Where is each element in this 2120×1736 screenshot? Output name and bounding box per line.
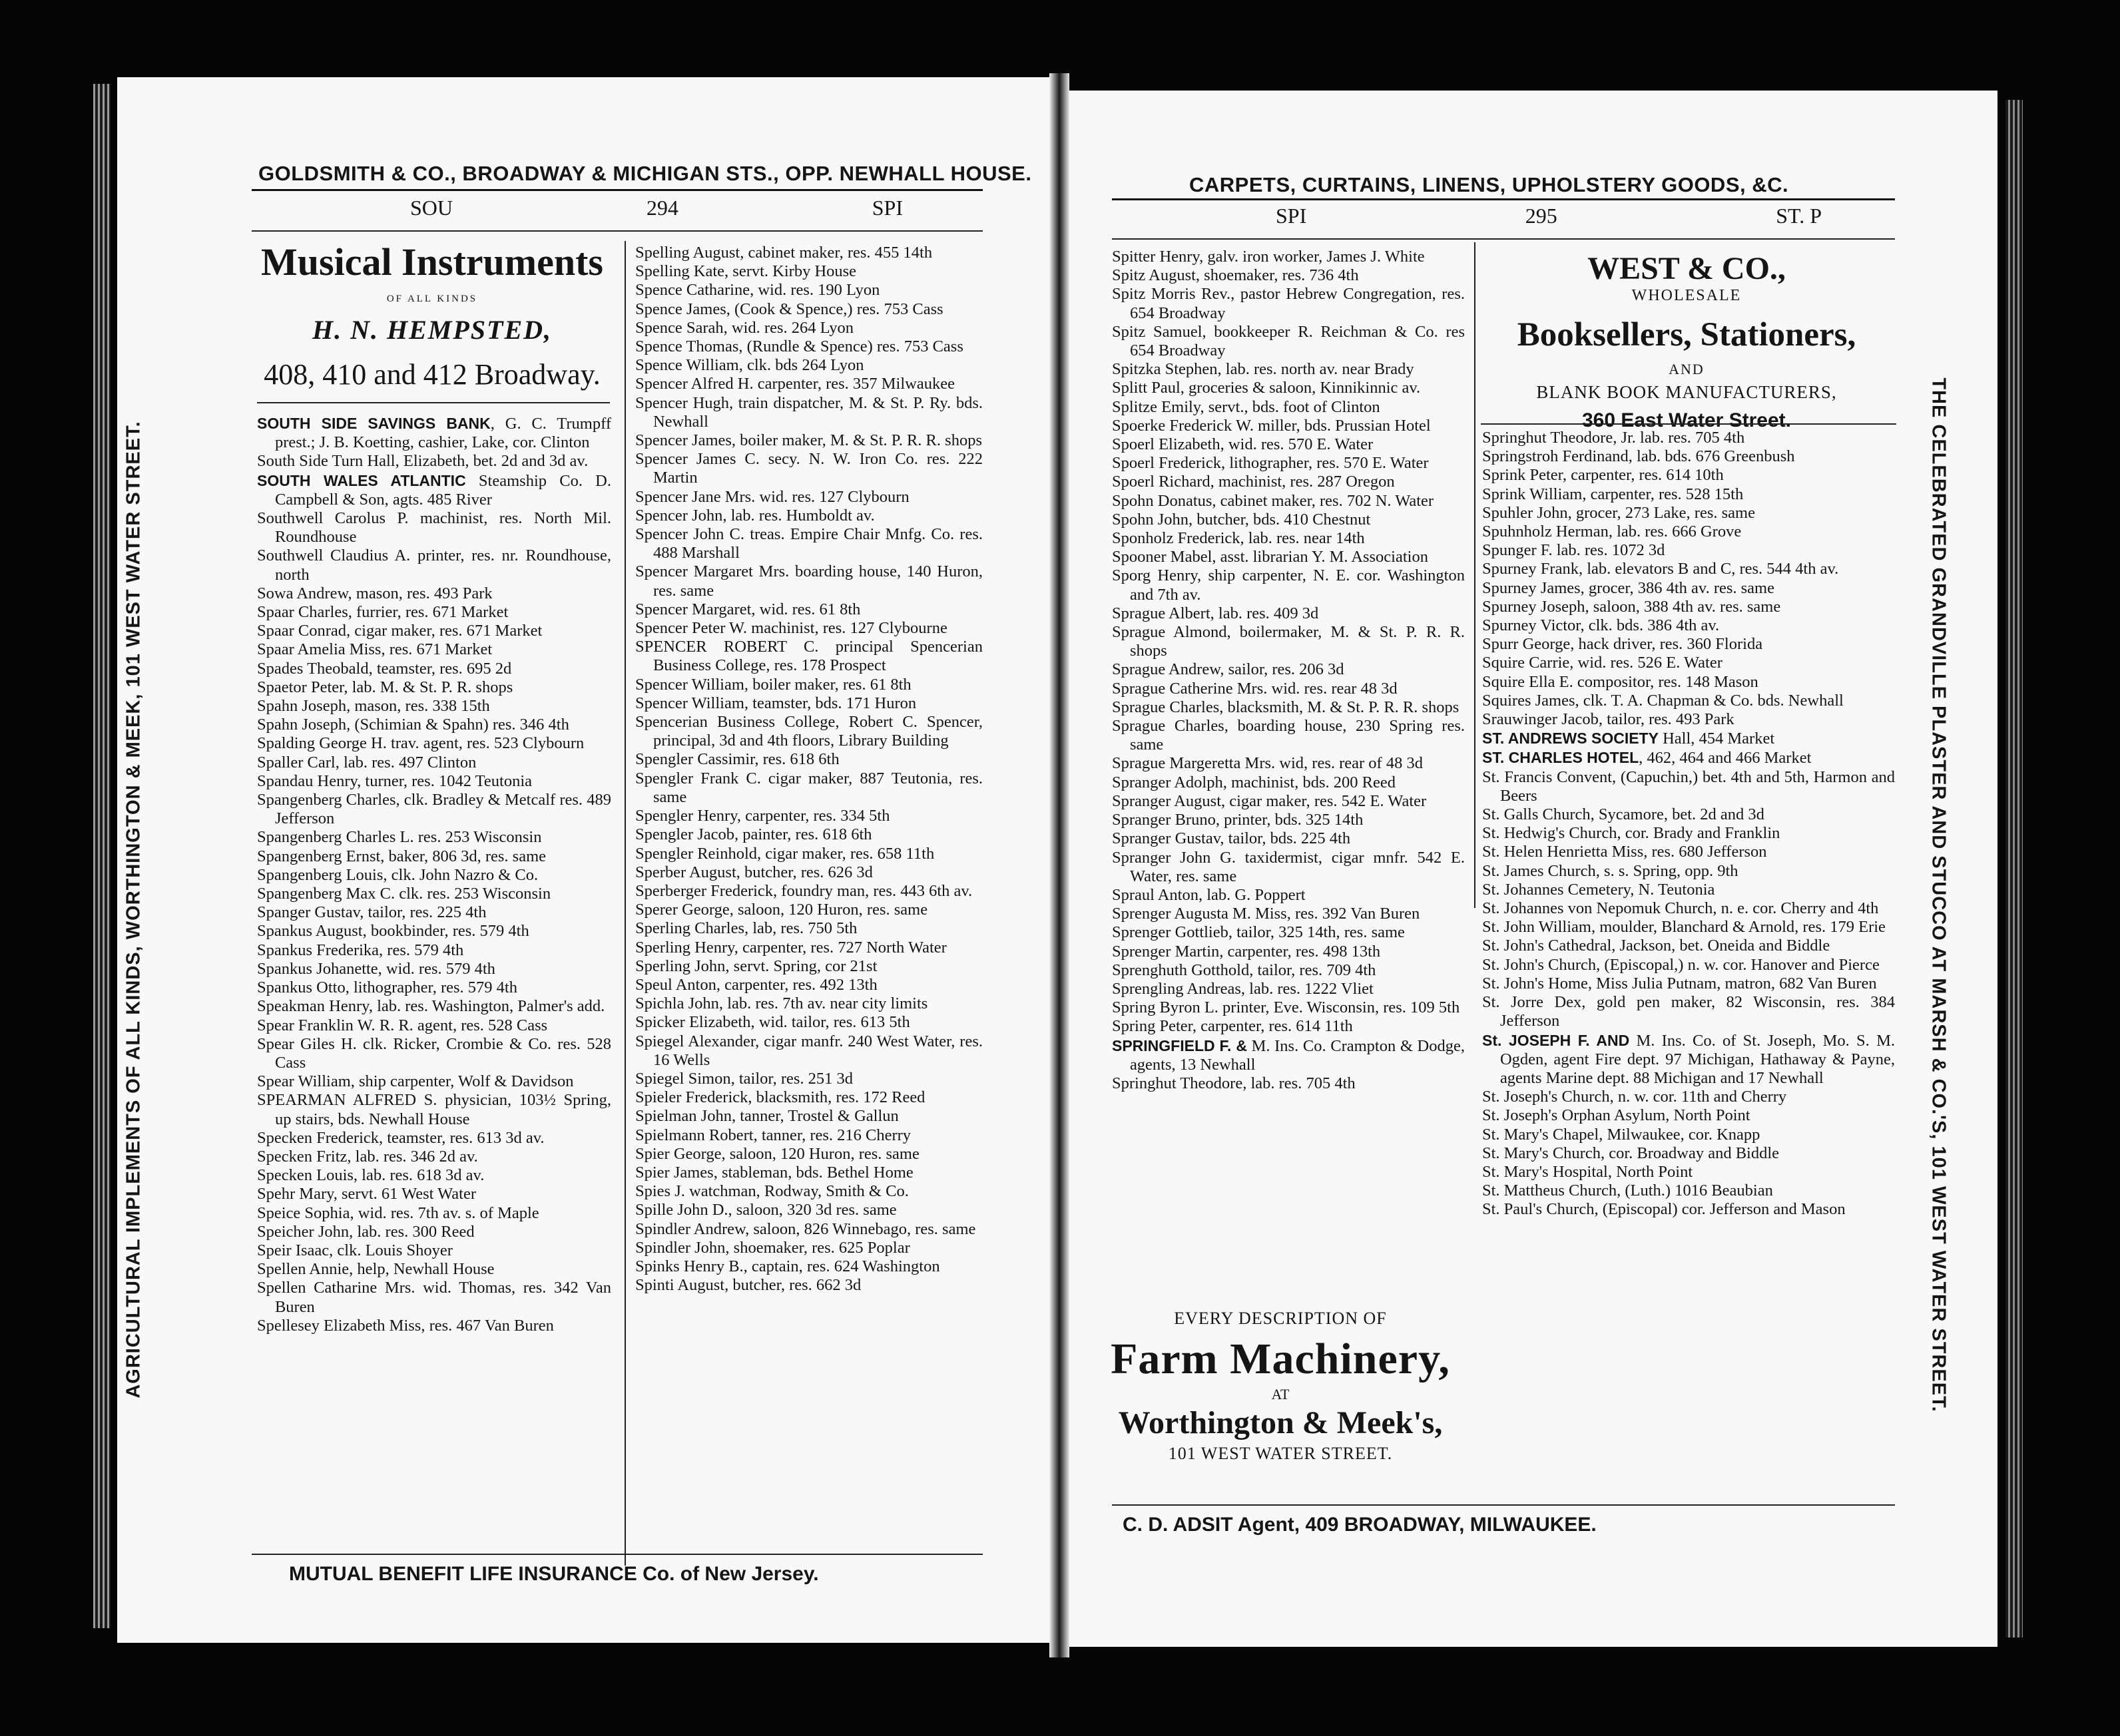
directory-entry: Spencer Alfred H. carpenter, res. 357 Milwaukee	[635, 375, 955, 393]
directory-entry: St. Joseph's Orphan Asylum, North Point	[1482, 1106, 1750, 1125]
right-page	[1069, 91, 1997, 1647]
directory-entry: Spencer John C. treas. Empire Chair Mnfg. Co. res. 488 Marshall	[635, 525, 983, 562]
directory-entry: Spielmann Robert, tanner, res. 216 Cherry	[635, 1126, 912, 1144]
directory-entry: Spencer William, boiler maker, res. 61 8th	[635, 675, 912, 694]
directory-entry: Sprengling Andreas, lab. res. 1222 Vliet	[1112, 979, 1374, 998]
directory-entry: Spence Catharine, wid. res. 190 Lyon	[635, 281, 880, 300]
directory-entry: Spengler Jacob, painter, res. 618 6th	[635, 825, 872, 844]
directory-entry: Specken Louis, lab. res. 618 3d av.	[257, 1166, 485, 1185]
left-page	[117, 77, 1049, 1643]
directory-entry: Spinks Henry B., captain, res. 624 Washington	[635, 1257, 940, 1275]
directory-entry: Spencer Jane Mrs. wid. res. 127 Clybourn	[635, 487, 910, 506]
directory-entry: Sprague Almond, boilermaker, M. & St. P. R. R. shops	[1112, 623, 1465, 660]
directory-entry: Sprenghuth Gotthold, tailor, res. 709 4th	[1112, 961, 1376, 979]
ref-right-end: ST. P	[1776, 204, 1822, 228]
ref-left-end: SPI	[872, 196, 903, 220]
directory-entry: Specken Fritz, lab. res. 346 2d av.	[257, 1147, 478, 1166]
directory-entry: South Side Turn Hall, Elizabeth, bet. 2d and 3d av.	[257, 452, 589, 471]
side-ad-left: AGRICULTURAL IMPLEMENTS OF ALL KINDS, WORTHINGTON & MEEK, 101 WEST WATER STREET.	[123, 421, 144, 1399]
directory-entry: Spille John D., saloon, 320 3d res. same	[635, 1201, 897, 1219]
directory-entry: Spence Sarah, wid. res. 264 Lyon	[635, 318, 854, 337]
page-ref-row-left	[410, 196, 903, 220]
directory-entry: Spoerl Elizabeth, wid. res. 570 E. Water	[1112, 435, 1374, 454]
directory-entry: Spichla John, lab. res. 7th av. near city limits	[635, 994, 928, 1013]
ad-west-wholesale: WHOLESALE	[1631, 287, 1742, 304]
directory-entry: St. Mattheus Church, (Luth.) 1016 Beaubian	[1482, 1182, 1773, 1200]
right-column-2	[1482, 429, 1895, 1219]
ad-rule-left	[257, 402, 610, 403]
directory-entry: Spielman John, tanner, Trostel & Gallun	[635, 1107, 899, 1126]
directory-entry: St. Paul's Church, (Episcopal) cor. Jefferson and Mason	[1482, 1200, 1846, 1219]
ad-west-business: Booksellers, Stationers,	[1517, 316, 1856, 353]
running-head-right: CARPETS, CURTAINS, LINENS, UPHOLSTERY GOODS, &C.	[1189, 173, 1789, 196]
directory-entry: Sprague Andrew, sailor, res. 206 3d	[1112, 660, 1344, 679]
directory-entry: Spranger Bruno, printer, bds. 325 14th	[1112, 811, 1364, 829]
directory-entry: Spencer Margaret, wid. res. 61 8th	[635, 600, 861, 618]
directory-entry: Spence William, clk. bds 264 Lyon	[635, 356, 864, 375]
directory-entry: Sperling John, servt. Spring, cor 21st	[635, 957, 878, 975]
column-divider-right-upper	[1474, 242, 1475, 908]
directory-entry: SPEARMAN ALFRED S. physician, 103½ Spring, up stairs, bds. Newhall House	[257, 1091, 611, 1128]
directory-entry: St. Joseph's Church, n. w. cor. 11th and Cherry	[1482, 1088, 1787, 1106]
directory-entry: Spengler Frank C. cigar maker, 887 Teutonia, res. same	[635, 769, 983, 806]
directory-entry: Spier James, stableman, bds. Bethel Home	[635, 1163, 914, 1182]
ref-rule-right	[1112, 238, 1895, 240]
book-gutter	[1049, 73, 1069, 1657]
directory-entry: Spoerke Frederick W. miller, bds. Prussian Hotel	[1112, 416, 1431, 435]
directory-entry: Speice Sophia, wid. res. 7th av. s. of Maple	[257, 1203, 539, 1222]
footer-right: C. D. ADSIT Agent, 409 BROADWAY, MILWAUKEE.	[1123, 1514, 1597, 1536]
directory-entry: Spangenberg Charles, clk. Bradley & Metcalf res. 489 Jefferson	[257, 791, 611, 828]
directory-entry: Spraul Anton, lab. G. Poppert	[1112, 885, 1306, 904]
directory-entry: Speir Isaac, clk. Louis Shoyer	[257, 1241, 453, 1259]
directory-entry: Spoerl Frederick, lithographer, res. 570 E. Water	[1112, 454, 1429, 473]
directory-entry: Spitz Morris Rev., pastor Hebrew Congregation, res. 654 Broadway	[1112, 285, 1465, 322]
ref-left-start: SOU	[410, 196, 453, 220]
directory-entry: St. John's Cathedral, Jackson, bet. Oneida and Biddle	[1482, 937, 1830, 955]
directory-entry: Spitz August, shoemaker, res. 736 4th	[1112, 266, 1359, 285]
directory-entry: St. Johannes Cemetery, N. Teutonia	[1482, 880, 1715, 899]
directory-entry: St. Hedwig's Church, cor. Brady and Franklin	[1482, 824, 1780, 843]
ad-farm-line1: EVERY DESCRIPTION OF	[1174, 1309, 1387, 1328]
directory-entry: Spencer James, boiler maker, M. & St. P. R. R. shops	[635, 431, 982, 450]
directory-entry: Spaar Charles, furrier, res. 671 Market	[257, 603, 509, 622]
directory-entry: Splitze Emily, servt., bds. foot of Clinton	[1112, 397, 1380, 416]
directory-entry: St. John William, moulder, Blanchard & Arnold, res. 179 Erie	[1482, 918, 1886, 937]
directory-entry: Spohn John, butcher, bds. 410 Chestnut	[1112, 510, 1371, 529]
ad-address: 408, 410 and 412 Broadway.	[264, 358, 601, 391]
directory-entry: Spengler Henry, carpenter, res. 334 5th	[635, 807, 890, 825]
directory-entry: Spinti August, butcher, res. 662 3d	[635, 1276, 862, 1295]
directory-entry: Spellen Annie, help, Newhall House	[257, 1260, 495, 1279]
directory-entry: Spohn Donatus, cabinet maker, res. 702 N. Water	[1112, 491, 1434, 510]
directory-entry: Sprague Charles, boarding house, 230 Spring res. same	[1112, 717, 1465, 754]
directory-entry: Spitzka Stephen, lab. res. north av. near Brady	[1112, 360, 1414, 379]
directory-entry: Sperberger Frederick, foundry man, res. 443 6th av.	[635, 881, 973, 900]
directory-entry: Spaller Carl, lab. res. 497 Clinton	[257, 753, 477, 771]
directory-entry: Spurney Frank, lab. elevators B and C, res. 544 4th av.	[1482, 560, 1839, 578]
ad-name: H. N. HEMPSTED,	[312, 315, 553, 345]
directory-entry: Spencer James C. secy. N. W. Iron Co. res. 222 Martin	[635, 450, 983, 487]
directory-entry: Speakman Henry, lab. res. Washington, Palmer's add.	[257, 997, 605, 1016]
directory-entry: Sperber August, butcher, res. 626 3d	[635, 863, 873, 881]
directory-entry: Spies J. watchman, Rodway, Smith & Co.	[635, 1182, 909, 1201]
directory-entry: Spurney Victor, clk. bds. 386 4th av.	[1482, 616, 1720, 635]
directory-entry: Spangenberg Ernst, baker, 806 3d, res. same	[257, 847, 547, 865]
directory-entry: Spunger F. lab. res. 1072 3d	[1482, 541, 1665, 560]
directory-entry: Sprink Peter, carpenter, res. 614 10th	[1482, 466, 1724, 485]
directory-entry: Spangenberg Louis, clk. John Nazro & Co.	[257, 865, 539, 884]
directory-entry: Spurney Joseph, saloon, 388 4th av. res. same	[1482, 597, 1781, 616]
directory-entry: Sporg Henry, ship carpenter, N. E. cor. Washington and 7th av.	[1112, 566, 1465, 604]
directory-entry: Spades Theobald, teamster, res. 695 2d	[257, 659, 512, 678]
directory-entry: Spalding George H. trav. agent, res. 523 Clybourn	[257, 734, 585, 753]
directory-entry: Southwell Carolus P. machinist, res. North Mil. Roundhouse	[257, 509, 611, 546]
directory-entry: Spitz Samuel, bookkeeper R. Reichman & Co. res 654 Broadway	[1112, 322, 1465, 360]
directory-entry: Spencer Peter W. machinist, res. 127 Clybourne	[635, 619, 947, 638]
directory-entry: Spencer John, lab. res. Humboldt av.	[635, 506, 875, 525]
directory-entry: St. John's Church, (Episcopal,) n. w. cor. Hanover and Pierce	[1482, 955, 1880, 974]
directory-entry: Spindler Andrew, saloon, 826 Winnebago, res. same	[635, 1219, 976, 1238]
ad-title: Musical Instruments	[261, 240, 603, 284]
directory-entry: Spuhnholz Herman, lab. res. 666 Grove	[1482, 523, 1742, 541]
directory-entry: Spangenberg Max C. clk. res. 253 Wisconsin	[257, 885, 551, 903]
directory-entry: St. John's Home, Miss Julia Putnam, matron, 682 Van Buren	[1482, 974, 1877, 992]
head-rule-left	[252, 189, 983, 191]
directory-entry: Spengler Cassimir, res. 618 6th	[635, 750, 840, 769]
directory-entry: Sprague Albert, lab. res. 409 3d	[1112, 604, 1319, 622]
directory-entry: Spurney James, grocer, 386 4th av. res. same	[1482, 578, 1774, 597]
directory-entry: Spier George, saloon, 120 Huron, res. same	[635, 1144, 920, 1163]
directory-entry: Spencer Hugh, train dispatcher, M. & St. P. Ry. bds. Newhall	[635, 393, 983, 431]
column-divider-left	[625, 241, 626, 1566]
directory-entry: Sprague Margeretta Mrs. wid, res. rear of 48 3d	[1112, 754, 1423, 773]
directory-entry: Speul Anton, carpenter, res. 492 13th	[635, 975, 878, 994]
directory-entry: Sperling Charles, lab, res. 750 5th	[635, 919, 858, 938]
directory-entry: SPENCER ROBERT C. principal Spencerian Business College, res. 178 Prospect	[635, 638, 983, 675]
directory-entry: Spiegel Alexander, cigar manfr. 240 West Water, res. 16 Wells	[635, 1032, 983, 1069]
directory-entry: Sprink William, carpenter, res. 528 15th	[1482, 485, 1744, 503]
directory-entry: Spicker Elizabeth, wid. tailor, res. 613 5th	[635, 1013, 910, 1032]
directory-entry: Spaetor Peter, lab. M. & St. P. R. shops	[257, 678, 513, 696]
directory-entry: Spranger John G. taxidermist, cigar mnfr. 542 E. Water, res. same	[1112, 848, 1465, 885]
directory-entry: Sprenger Augusta M. Miss, res. 392 Van Buren	[1112, 905, 1420, 923]
footer-left: MUTUAL BENEFIT LIFE INSURANCE Co. of New Jersey.	[289, 1563, 819, 1585]
running-head-left: GOLDSMITH & CO., BROADWAY & MICHIGAN STS., OPP. NEWHALL HOUSE.	[258, 162, 1032, 185]
left-column-1	[257, 414, 611, 1335]
directory-entry: Spellen Catharine Mrs. wid. Thomas, res. 342 Van Buren	[257, 1279, 611, 1316]
directory-entry: Spahn Joseph, mason, res. 338 15th	[257, 697, 490, 716]
directory-entry: Sperer George, saloon, 120 Huron, res. same	[635, 901, 928, 919]
directory-entry: St. Francis Convent, (Capuchin,) bet. 4th and 5th, Harmon and Beers	[1482, 767, 1895, 805]
side-ad-right: THE CELEBRATED GRANDVILLE PLASTER AND STUCCO AT MARSH & CO.'S, 101 WEST WATER STREET.	[1928, 377, 1950, 1412]
directory-entry: Spear Giles H. clk. Ricker, Crombie & Co. res. 528 Cass	[257, 1034, 611, 1072]
directory-entry: St. Johannes von Nepomuk Church, n. e. cor. Cherry and 4th	[1482, 899, 1879, 918]
directory-entry: Spooner Mabel, asst. librarian Y. M. Association	[1112, 548, 1428, 566]
directory-entry: ST. CHARLES HOTEL, 462, 464 and 466 Market	[1482, 749, 1812, 767]
directory-entry: Squire Ella E. compositor, res. 148 Mason	[1482, 672, 1758, 691]
directory-entry: Spoerl Richard, machinist, res. 287 Oregon	[1112, 473, 1395, 491]
page-ref-row-right	[1276, 204, 1822, 228]
directory-entry: St. Helen Henrietta Miss, res. 680 Jefferson	[1482, 843, 1767, 861]
directory-entry: Speicher John, lab. res. 300 Reed	[257, 1222, 475, 1241]
page-number-right: 295	[1525, 204, 1557, 228]
directory-entry: Srauwinger Jacob, tailor, res. 493 Park	[1482, 710, 1734, 729]
footer-rule-right	[1112, 1504, 1895, 1506]
footer-rule-left	[252, 1554, 983, 1555]
directory-entry: Spindler John, shoemaker, res. 625 Poplar	[635, 1238, 910, 1257]
directory-entry: Springstroh Ferdinand, lab. bds. 676 Greenbush	[1482, 447, 1795, 466]
left-book-edge	[93, 84, 111, 1628]
directory-entry: SPRINGFIELD F. & M. Ins. Co. Crampton & Dodge, agents, 13 Newhall	[1112, 1036, 1465, 1074]
directory-entry: Spence Thomas, (Rundle & Spence) res. 753 Cass	[635, 337, 963, 356]
page-number-left: 294	[646, 196, 678, 220]
ref-right-start: SPI	[1276, 204, 1307, 228]
directory-entry: ST. ANDREWS SOCIETY Hall, 454 Market	[1482, 730, 1775, 748]
directory-entry: Spellesey Elizabeth Miss, res. 467 Van Buren	[257, 1316, 554, 1335]
directory-entry: Spear Franklin W. R. R. agent, res. 528 Cass	[257, 1016, 548, 1034]
right-book-edge	[2005, 100, 2023, 1637]
directory-entry: Sponholz Frederick, lab. res. near 14th	[1112, 529, 1365, 548]
directory-entry: Spranger August, cigar maker, res. 542 E. Water	[1112, 791, 1427, 810]
directory-entry: St. JOSEPH F. AND M. Ins. Co. of St. Joseph, Mo. S. M. Ogden, agent Fire dept. 97 Michigan, Hathaway & Payne, agents Marine dept. 88 Michigan and 17 Newhall	[1482, 1031, 1895, 1087]
directory-entry: Sprague Catherine Mrs. wid. res. rear 48 3d	[1112, 679, 1398, 698]
ad-west-manufacturers: BLANK BOOK MANUFACTURERS,	[1536, 382, 1837, 402]
directory-entry: Spiegel Simon, tailor, res. 251 3d	[635, 1069, 854, 1088]
directory-entry: St. Jorre Dex, gold pen maker, 82 Wisconsin, res. 384 Jefferson	[1482, 993, 1895, 1030]
directory-entry: Spieler Frederick, blacksmith, res. 172 Reed	[635, 1088, 926, 1107]
directory-entry: Spankus August, bookbinder, res. 579 4th	[257, 922, 529, 941]
ad-farm-at: AT	[1271, 1386, 1290, 1403]
directory-entry: St. James Church, s. s. Spring, opp. 9th	[1482, 861, 1738, 880]
directory-entry: Spaar Amelia Miss, res. 671 Market	[257, 640, 493, 659]
directory-entry: Spurr George, hack driver, res. 360 Florida	[1482, 635, 1763, 654]
directory-entry: Squires James, clk. T. A. Chapman & Co. bds. Newhall	[1482, 691, 1844, 710]
directory-entry: SOUTH WALES ATLANTIC Steamship Co. D. Campbell & Son, agts. 485 River	[257, 471, 611, 509]
ad-west-and: AND	[1669, 361, 1705, 377]
directory-entry: St. Mary's Church, cor. Broadway and Biddle	[1482, 1144, 1780, 1162]
directory-entry: Spelling August, cabinet maker, res. 455 14th	[635, 244, 933, 262]
directory-entry: Squire Carrie, wid. res. 526 E. Water	[1482, 654, 1723, 672]
directory-entry: Spengler Reinhold, cigar maker, res. 658 11th	[635, 844, 935, 863]
ad-farm-machinery	[1084, 1309, 1477, 1475]
directory-entry: Spencer Margaret Mrs. boarding house, 140 Huron, res. same	[635, 562, 983, 600]
directory-entry: Spahn Joseph, (Schimian & Spahn) res. 346 4th	[257, 716, 569, 734]
directory-entry: Spencer William, teamster, bds. 171 Huron	[635, 694, 917, 712]
right-column-1	[1112, 248, 1465, 1093]
ad-kinds: OF ALL KINDS	[386, 294, 478, 304]
directory-entry: Spuhler John, grocer, 273 Lake, res. same	[1482, 503, 1755, 522]
directory-entry: Southwell Claudius A. printer, res. nr. Roundhouse, north	[257, 546, 611, 584]
directory-entry: Specken Frederick, teamster, res. 613 3d av.	[257, 1128, 545, 1147]
directory-entry: Spanger Gustav, tailor, res. 225 4th	[257, 903, 487, 922]
directory-entry: Spankus Otto, lithographer, res. 579 4th	[257, 978, 517, 997]
directory-entry: Spencerian Business College, Robert C. Spencer, principal, 3d and 4th floors, Library Building	[635, 713, 983, 750]
directory-entry: Sprenger Gottlieb, tailor, 325 14th, res. same	[1112, 923, 1405, 942]
directory-entry: Spehr Mary, servt. 61 West Water	[257, 1185, 477, 1203]
directory-entry: St. Mary's Hospital, North Point	[1482, 1162, 1693, 1181]
directory-entry: Springhut Theodore, lab. res. 705 4th	[1112, 1074, 1356, 1092]
directory-entry: Sowa Andrew, mason, res. 493 Park	[257, 584, 493, 602]
ad-west-address: 360 East Water Street.	[1581, 409, 1792, 431]
left-column-2	[635, 244, 983, 1295]
ad-farm-address: 101 WEST WATER STREET.	[1168, 1444, 1393, 1463]
directory-entry: SOUTH SIDE SAVINGS BANK, G. C. Trumpff prest.; J. B. Koetting, cashier, Lake, cor. Clinton	[257, 415, 611, 452]
directory-entry: Spelling Kate, servt. Kirby House	[635, 262, 857, 281]
ad-farm-name: Worthington & Meek's,	[1118, 1405, 1443, 1440]
directory-entry: Sprenger Martin, carpenter, res. 498 13th	[1112, 942, 1381, 961]
directory-entry: Spence James, (Cook & Spence,) res. 753 Cass	[635, 300, 943, 318]
directory-entry: Sperling Henry, carpenter, res. 727 North Water	[635, 938, 947, 957]
ad-west-name: WEST & CO.,	[1587, 251, 1786, 286]
directory-entry: Springhut Theodore, Jr. lab. res. 705 4th	[1482, 429, 1745, 447]
directory-entry: Spring Byron L. printer, Eve. Wisconsin, res. 109 5th	[1112, 998, 1460, 1017]
directory-entry: Spring Peter, carpenter, res. 614 11th	[1112, 1017, 1353, 1036]
directory-entry: Spankus Johanette, wid. res. 579 4th	[257, 959, 495, 978]
directory-entry: Spear William, ship carpenter, Wolf & Davidson	[257, 1072, 574, 1091]
directory-entry: Splitt Paul, groceries & saloon, Kinnikinnic av.	[1112, 379, 1421, 397]
head-rule-right	[1112, 198, 1895, 200]
directory-entry: Sprague Charles, blacksmith, M. & St. P. R. R. shops	[1112, 698, 1459, 716]
directory-entry: Spaar Conrad, cigar maker, res. 671 Market	[257, 622, 543, 640]
directory-entry: Spankus Frederika, res. 579 4th	[257, 941, 464, 959]
directory-entry: Spangenberg Charles L. res. 253 Wisconsin	[257, 828, 542, 847]
directory-entry: Spranger Adolph, machinist, bds. 200 Reed	[1112, 773, 1396, 791]
ad-farm-title: Farm Machinery,	[1111, 1335, 1450, 1383]
directory-entry: Spranger Gustav, tailor, bds. 225 4th	[1112, 829, 1351, 848]
directory-entry: St. Galls Church, Sycamore, bet. 2d and 3d	[1482, 805, 1764, 824]
directory-entry: St. Mary's Chapel, Milwaukee, cor. Knapp	[1482, 1125, 1760, 1144]
ad-west-rule	[1481, 423, 1896, 425]
directory-entry: Spitter Henry, galv. iron worker, James J. White	[1112, 248, 1425, 266]
directory-entry: Spandau Henry, turner, res. 1042 Teutonia	[257, 771, 533, 790]
ref-rule-left	[252, 230, 983, 232]
